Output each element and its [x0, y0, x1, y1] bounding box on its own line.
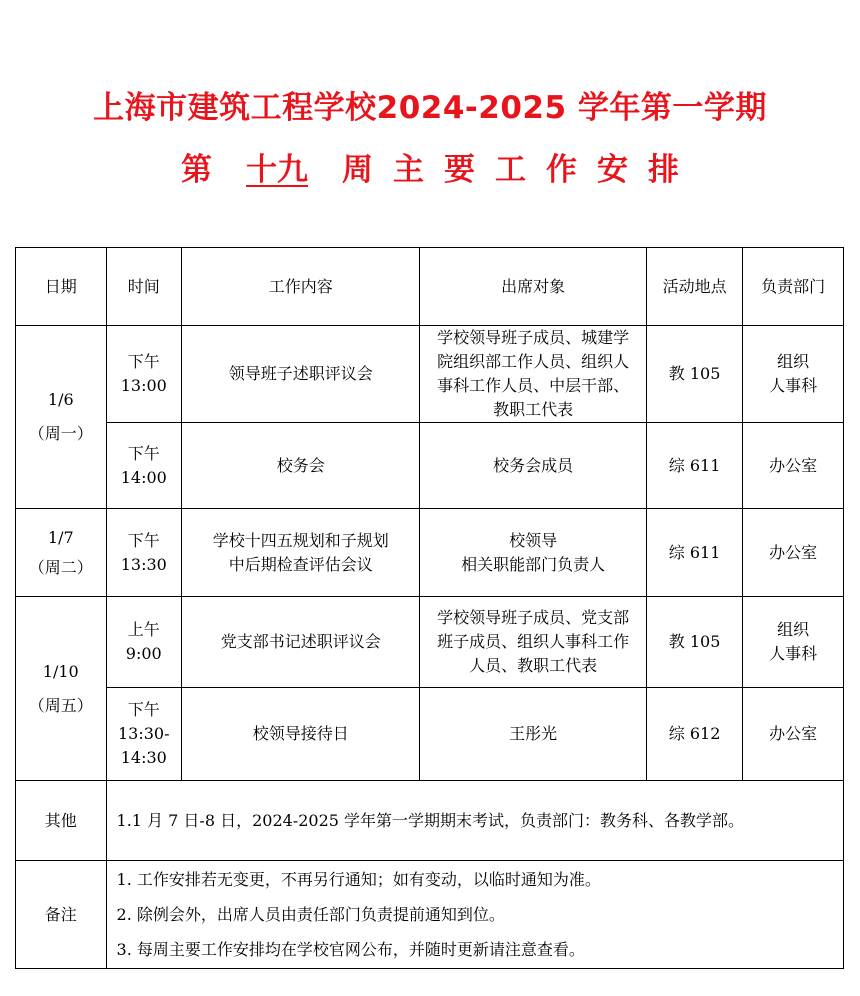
time-cell [106, 509, 181, 597]
content-line: 学校十四五规划和子规划 [212, 530, 389, 550]
content-cell [181, 597, 419, 688]
subtitle-char: 主 [393, 152, 424, 188]
schedule-table [15, 247, 844, 969]
location-cell: 综 611 [646, 423, 743, 509]
attendees-line: 王彤光 [509, 724, 558, 743]
department-line: 组织 [777, 620, 810, 639]
time-value: 13:30- [118, 724, 170, 743]
table-row [16, 688, 844, 781]
note-item: 3. 每周主要工作安排均在学校官网公布，并随时更新请注意查看。 [116, 940, 585, 959]
time-value: 14:30 [120, 748, 167, 767]
other-label: 其他 [16, 781, 107, 861]
header-date: 日期 [16, 248, 107, 326]
week-number: 十九 [246, 152, 308, 188]
department-cell [743, 597, 844, 688]
department-cell [743, 423, 844, 509]
header-attendees: 出席对象 [420, 248, 646, 326]
attendees-line: 班子成员、组织人事科工作 [437, 632, 630, 651]
department-line: 办公室 [769, 542, 818, 562]
table-row [16, 326, 844, 423]
table-row [16, 509, 844, 597]
subtitle-char: 安 [597, 152, 628, 188]
header-time: 时间 [106, 248, 181, 326]
content-line: 党支部书记述职评议会 [220, 632, 381, 651]
time-cell [106, 423, 181, 509]
location-cell: 教 105 [646, 597, 743, 688]
header-location: 活动地点 [646, 248, 743, 326]
attendees-cell [420, 423, 646, 509]
content-cell [181, 326, 419, 423]
table-row [16, 423, 844, 509]
subtitle-char: 要 [444, 152, 475, 188]
other-text: 1.1 月 7 日-8 日，2024-2025 学年第一学期期末考试，负责部门：教务科、各教学部。 [106, 781, 843, 861]
department-cell [743, 688, 844, 781]
time-period: 下午 [127, 352, 160, 371]
date-value: 1/7 [47, 527, 74, 547]
page-subtitle [0, 144, 860, 189]
attendees-line: 相关职能部门负责人 [461, 554, 606, 574]
content-cell [181, 688, 419, 781]
attendees-cell [420, 688, 646, 781]
notes-label: 备注 [16, 861, 107, 969]
department-line: 组织 [777, 352, 810, 371]
header-content: 工作内容 [181, 248, 419, 326]
weekday-value: （周一） [28, 424, 93, 443]
department-line: 人事科 [769, 376, 818, 395]
other-row [16, 781, 844, 861]
time-period: 下午 [127, 443, 160, 463]
time-cell [106, 688, 181, 781]
date-cell [16, 597, 107, 781]
attendees-line: 学校领导班子成员、城建学 [437, 328, 630, 347]
time-cell [106, 326, 181, 423]
content-cell [181, 509, 419, 597]
department-line: 人事科 [769, 644, 818, 663]
time-period: 下午 [127, 700, 160, 719]
time-period: 下午 [127, 530, 160, 550]
content-line: 中后期检查评估会议 [228, 554, 373, 574]
table-row [16, 597, 844, 688]
attendees-line: 校领导 [509, 530, 558, 550]
attendees-line: 校务会成员 [493, 455, 574, 475]
page-title: 上海市建筑工程学校2024-2025 学年第一学期 [93, 90, 767, 126]
location-cell: 综 612 [646, 688, 743, 781]
subtitle-char: 周 [342, 152, 373, 188]
department-line: 办公室 [769, 455, 818, 475]
attendees-line: 院组织部工作人员、组织人 [437, 352, 630, 371]
header-department: 负责部门 [743, 248, 844, 326]
date-value: 1/10 [42, 661, 79, 681]
time-value: 14:00 [120, 467, 167, 487]
note-item: 2. 除例会外，出席人员由责任部门负责提前通知到位。 [116, 905, 505, 924]
time-value: 13:00 [120, 376, 167, 395]
attendees-line: 事科工作人员、中层干部、 [437, 376, 630, 395]
location-cell: 教 105 [646, 326, 743, 423]
weekday-value: （周二） [28, 557, 93, 577]
subtitle-char: 排 [648, 152, 679, 188]
department-cell [743, 326, 844, 423]
content-line: 校领导接待日 [252, 724, 349, 743]
note-item: 1. 工作安排若无变更，不再另行通知；如有变动，以临时通知为准。 [116, 870, 601, 889]
attendees-cell [420, 509, 646, 597]
date-cell [16, 509, 107, 597]
header-row [16, 248, 844, 326]
content-line: 领导班子述职评议会 [228, 364, 373, 383]
content-line: 校务会 [276, 455, 325, 475]
notes-cell [106, 861, 843, 969]
content-cell [181, 423, 419, 509]
subtitle-char: 作 [546, 152, 577, 188]
location-cell: 综 611 [646, 509, 743, 597]
attendees-cell [420, 597, 646, 688]
department-line: 办公室 [769, 724, 818, 743]
time-value: 13:30 [120, 554, 167, 574]
time-period: 上午 [127, 620, 160, 639]
attendees-line: 人员、教职工代表 [469, 656, 598, 675]
time-cell [106, 597, 181, 688]
attendees-line: 学校领导班子成员、党支部 [437, 608, 630, 627]
subtitle-prefix: 第 [181, 152, 212, 188]
attendees-cell [420, 326, 646, 423]
weekday-value: （周五） [28, 695, 93, 715]
subtitle-char: 工 [495, 152, 526, 188]
notes-row [16, 861, 844, 969]
time-value: 9:00 [125, 644, 162, 663]
attendees-line: 教职工代表 [493, 400, 574, 419]
date-value: 1/6 [47, 390, 74, 409]
department-cell [743, 509, 844, 597]
date-cell [16, 326, 107, 509]
